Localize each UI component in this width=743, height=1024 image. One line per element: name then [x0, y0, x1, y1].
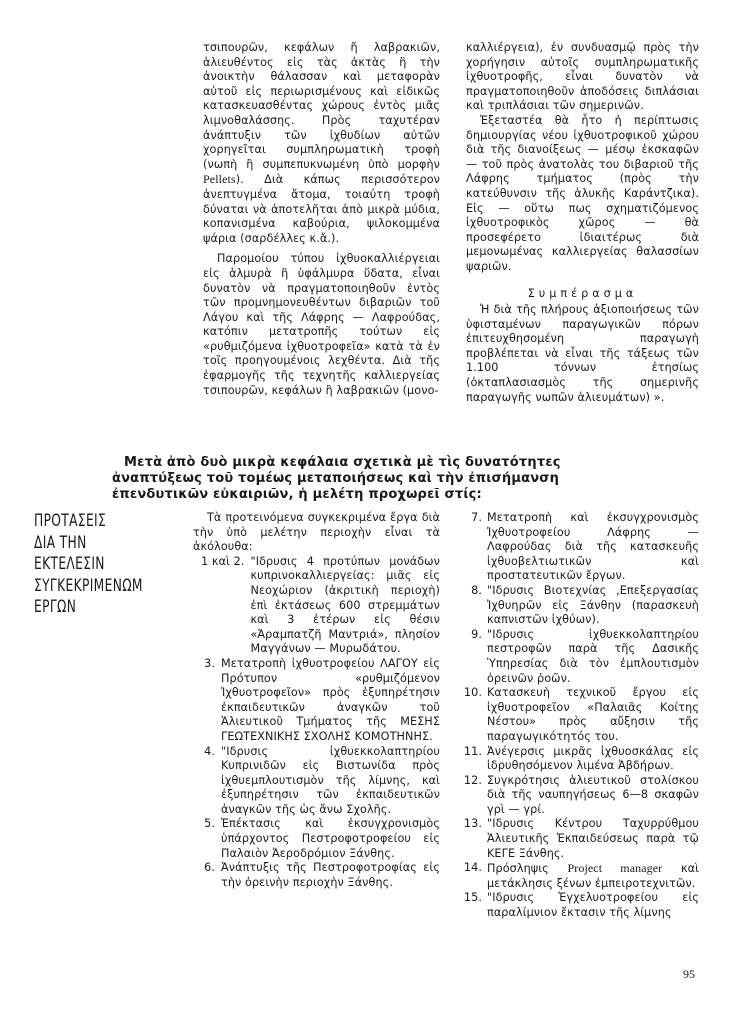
proposals-right-column [463, 511, 699, 921]
top-right-column [466, 41, 699, 405]
side-title-line: ΣΥΓΚΕΚΡΙΜΕΝΩΜ [34, 575, 143, 596]
side-title-line: ΕΚΤΕΛΕΣΙΝ [34, 554, 105, 574]
item-text: "Ιδρυσις 4 προτύπων μονάδων κυπρινοκαλλιεργείας: μιᾶς εἰς Νεοχώριον (ἀκριτικὴ περιοχὴ) ἐπὶ ἐκτάσεως 600 στρεμμάτων καὶ 3 ἑτέρων εἰς θέσιν «Ἀραμπατζῆ Μαντριά», πλησίον Μαγγάνων — Μυρωδάτου. [250, 554, 440, 656]
item-text: "Ιδρυσις ἰχθυεκκολαπτηρίου πεστροφῶν παρὰ τῆς Δασικῆς Ὑπηρεσίας διὰ τὸν ἐμπλουτισμὸν ὀρεινῶν ῥοῶν. [487, 627, 699, 685]
side-title-line: ΠΡΟΤΑΣΕΙΣ [34, 511, 107, 531]
item-text: "Ιδρυσις Κέντρου Ταχυρρύθμου Ἁλιευτικῆς Ἐκπαιδεύσεως παρὰ τῷ ΚΕΓΕ Ξάνθης. [487, 817, 699, 860]
list-item [463, 584, 699, 628]
item-text: "Ιδρυσις Βιοτεχνίας ,Επεξεργασίας Ἰχθυηρῶν εἰς Ξάνθην (παρασκευὴ καπνιστῶν ἰχθύων). [487, 583, 699, 627]
item-number: 9. [471, 627, 482, 641]
paragraph: Ἡ διὰ τῆς πλήρους ἀξιοποιήσεως τῶν ὑφισταμένων παραγωγικῶν πόρων ἐπιτευχθησομένη παραγωγὴ προβλέπεται νὰ εἶναι τῆς τάξεως τῶν 1.100 τόννων ἐτησίως (ὀκταπλασιασμὸς τῆς σημερινῆς παραγωγῆς νωπῶν ἁλιευμάτων) ». [466, 303, 699, 404]
list-item [463, 891, 699, 920]
latin-phrase: Project manager [567, 861, 663, 876]
list-item [193, 861, 440, 890]
item-number: 8. [471, 583, 482, 597]
paragraph: Παρομοίου τύπου ἰχθυοκαλλιέργειαι εἰς ἁλμυρὰ ἢ ὑφάλμυρα ὕδατα, εἶναι δυνατὸν νὰ πραγματοποιηθοῦν ἐντὸς τῶν προμνημονευθέντων διβαριῶν τοῦ Λάγου καὶ τῆς Λάφρης — Λαφρούδας, κατόπιν μετατροπῆς τούτων εἰς «ρυθμιζόμενα ἰχθυοτροφεῖα» κατὰ τὰ ἐν τοῖς προηγουμένοις λεχθέντα. Διὰ τῆς ἐφαρμογῆς τῆς τεχνητῆς καλλιεργείας τσιπουρῶν, κεφάλων ἢ λαβρακιῶν (μονο- [203, 252, 440, 397]
item-number: 5. [204, 817, 215, 831]
item-number: 1 καὶ 2. [201, 554, 245, 568]
list-item [463, 628, 699, 686]
paragraph: καλλιέργεια), ἐν συνδυασμῷ πρὸς τὴν χορήγησιν αὐτοῖς συμπληρωματικῆς ἰχθυοτροφῆς, εἶναι δυνατὸν νὰ πραγματοποιηθοῦν ἀποδόσεις διπλάσιαι καὶ τριπλάσιαι τῶν σημερινῶν. [466, 41, 699, 113]
item-number: 6. [204, 861, 215, 875]
item-number: 11. [463, 744, 482, 758]
item-text: Ἀνάπτυξις τῆς Πεστροφοτροφίας εἰς τὴν ὀρεινὴν περιοχὴν Ξάνθης. [221, 861, 440, 889]
top-left-column [203, 41, 440, 398]
list-item [463, 817, 699, 861]
proposals-intro: Τὰ προτεινόμενα συγκεκριμένα ἔργα διὰ τὴν ὑπὸ μελέτην περιοχὴν εἶναι τὰ ἀκόλουθα: [193, 511, 440, 554]
paragraph: Ἐξεταστέα θὰ ἦτο ἡ περίπτωσις δημιουργίας νέου ἰχθυοτροφικοῦ χώρου διὰ τῆς διανοίξεως — μέσῳ ἐκσκαφῶν — τοῦ πρὸς ἀνατολὰς του διβαριοῦ τῆς Λάφρης τμήματος (πρὸς τὴν κατεύθυνσιν τῆς ἁλυκῆς Καράντζικα). Εἰς — οὕτω πως σχηματιζόμενος ἰχθυοτροφικὸς χῶρος — θὰ προσεφέρετο ἰδιαιτέρως διὰ μεμονωμένας καλλιεργείας θαλασσίων ψαριῶν. [466, 113, 699, 273]
item-text: Συγκρότησις ἁλιευτικοῦ στολίσκου διὰ τῆς ναυπηγήσεως 6—8 σκαφῶν γρὶ — γρί. [487, 773, 699, 816]
item-text [487, 861, 699, 891]
item-text: Ἐπέκτασις καὶ ἐκσυγχρονισμὸς ὑπάρχοντος Πεστροφοτροφείου εἰς Παλαιὸν Ἀεροδρόμιον Ξάνθης. [221, 817, 440, 860]
side-title [34, 511, 143, 619]
list-item [193, 657, 440, 745]
list-item [463, 745, 699, 774]
item-text: Μετατροπὴ καὶ ἐκσυγχρονισμὸς Ἰχθυοτροφείου Λάφρης — Λαφρούδας διὰ τῆς κατασκευῆς ἰχθυοβελτιωτικῶν καὶ προστατευτικῶν ἔργων. [487, 511, 699, 583]
paragraph [203, 41, 440, 246]
list-item [463, 511, 699, 584]
item-number: 3. [204, 656, 215, 670]
list-item [193, 745, 440, 818]
section-subheading: Συμπέρασμα [527, 286, 638, 300]
list-item [463, 774, 699, 818]
item-text: "Ιδρυσις ἰχθυεκκολαπτηρίου Κυπρινιδῶν εἰς Βιστωνίδα πρὸς ἰχθυεμπλουτισμὸν τῆς λίμνης, καὶ ἐξυπηρέτησιν τῶν ἐκπαιδευτικῶν ἀναγκῶν τῆς ὡς ἄνω Σχολῆς. [221, 744, 440, 816]
list-item [463, 861, 699, 891]
item-number: 10. [463, 686, 482, 700]
side-title-line: ΔΙΑ ΤΗΝ [34, 532, 87, 553]
list-item [463, 686, 699, 744]
item-text: Μετατροπὴ ἰχθυοτροφείου ΛΑΓΟΥ εἰς Πρότυπον «ρυθμιζόμενον Ἰχθυοτροφεῖον» πρὸς ἐξυπηρέτησιν ἐκπαιδευτικῶν ἀναγκῶν τοῦ Ἁλιευτικοῦ Τμήματος τῆς ΜΕΣΗΣ ΓΕΩΤΕΧΝΙΚΗΣ ΣΧΟΛΗΣ ΚΟΜΟΤΗΝΗΣ. [221, 656, 440, 743]
section-intro [112, 455, 582, 504]
item-text: Ἀνέγερσις μικρᾶς ἰχθυοσκάλας εἰς ἱδρυθησόμενον λιμένα Ἀβδήρων. [487, 744, 699, 773]
item-number: 4. [204, 744, 215, 758]
item-text: Κατασκευὴ τεχνικοῦ ἔργου εἰς ἰχθυοτροφεῖον «Παλαιᾶς Κοίτης Νέστου» πρὸς αὔξησιν τῆς παραγωγικότητός του. [487, 686, 699, 743]
item-number: 15. [463, 891, 482, 905]
item-number: 14. [463, 861, 482, 875]
list-item [193, 817, 440, 861]
item-number: 7. [471, 511, 482, 524]
item-text-part: Πρόσληψις [487, 862, 549, 876]
side-title-line: ΕΡΓΩΝ [34, 597, 77, 617]
proposals-left-column [193, 511, 440, 890]
page-number: 95 [683, 967, 695, 981]
item-number: 13. [463, 817, 482, 831]
list-item [193, 555, 440, 657]
paragraph-text: ). Διὰ κάπως περισσότερον ἀνεπτυγμένα ἄτομα, τοιαύτη τροφὴ δύναται νὰ ἀποτελῆται ἀπὸ μικρὰ μύδια, κοπανισμένα καβούρια, ψιλοκομμένα ψάρια (σαρδέλλες κ.ἄ.). [203, 173, 440, 245]
item-text: "Ιδρυσις Ἐγχελυοτροφείου εἰς παραλίμνιον ἔκτασιν τῆς λίμνης [487, 891, 699, 920]
latin-word: Pellets [203, 172, 236, 187]
item-number: 12. [463, 773, 482, 787]
intro-text: Μετὰ ἀπὸ δυὸ μικρὰ κεφάλαια σχετικὰ μὲ τὶς δυνατότητες ἀναπτύξεως τοῦ τομέως μεταποιήσεως καὶ τὴν ἐπισήμανση ἐπενδυτικῶν εὐκαιριῶν, ἡ μελέτη προχωρεῖ στίς: [112, 455, 561, 503]
paragraph-text: τσιπουρῶν, κεφάλων ἤ λαβρακιῶν, ἁλιευθέντος εἰς τὰς ἀκτὰς ἢ τὴν ἀνοικτὴν θάλασσαν καὶ μεταφορὰν αὐτοῦ εἰς περιωρισμένους καὶ εἰδικῶς κατασκευασθέντας χώρους ἐντὸς μιᾶς λιμνοθαλάσσης. Πρὸς ταχυτέραν ἀνάπτυξιν τῶν ἰχθυδίων αὐτῶν χορηγεῖται συμπληρωματικὴ τροφὴ (νωπὴ ἢ συμπεπυκνωμένη ὑπὸ μορφὴν [203, 41, 440, 171]
item-text-part: καὶ μετάκλησις ξένων ἐμπειροτεχνιτῶν. [487, 862, 700, 890]
